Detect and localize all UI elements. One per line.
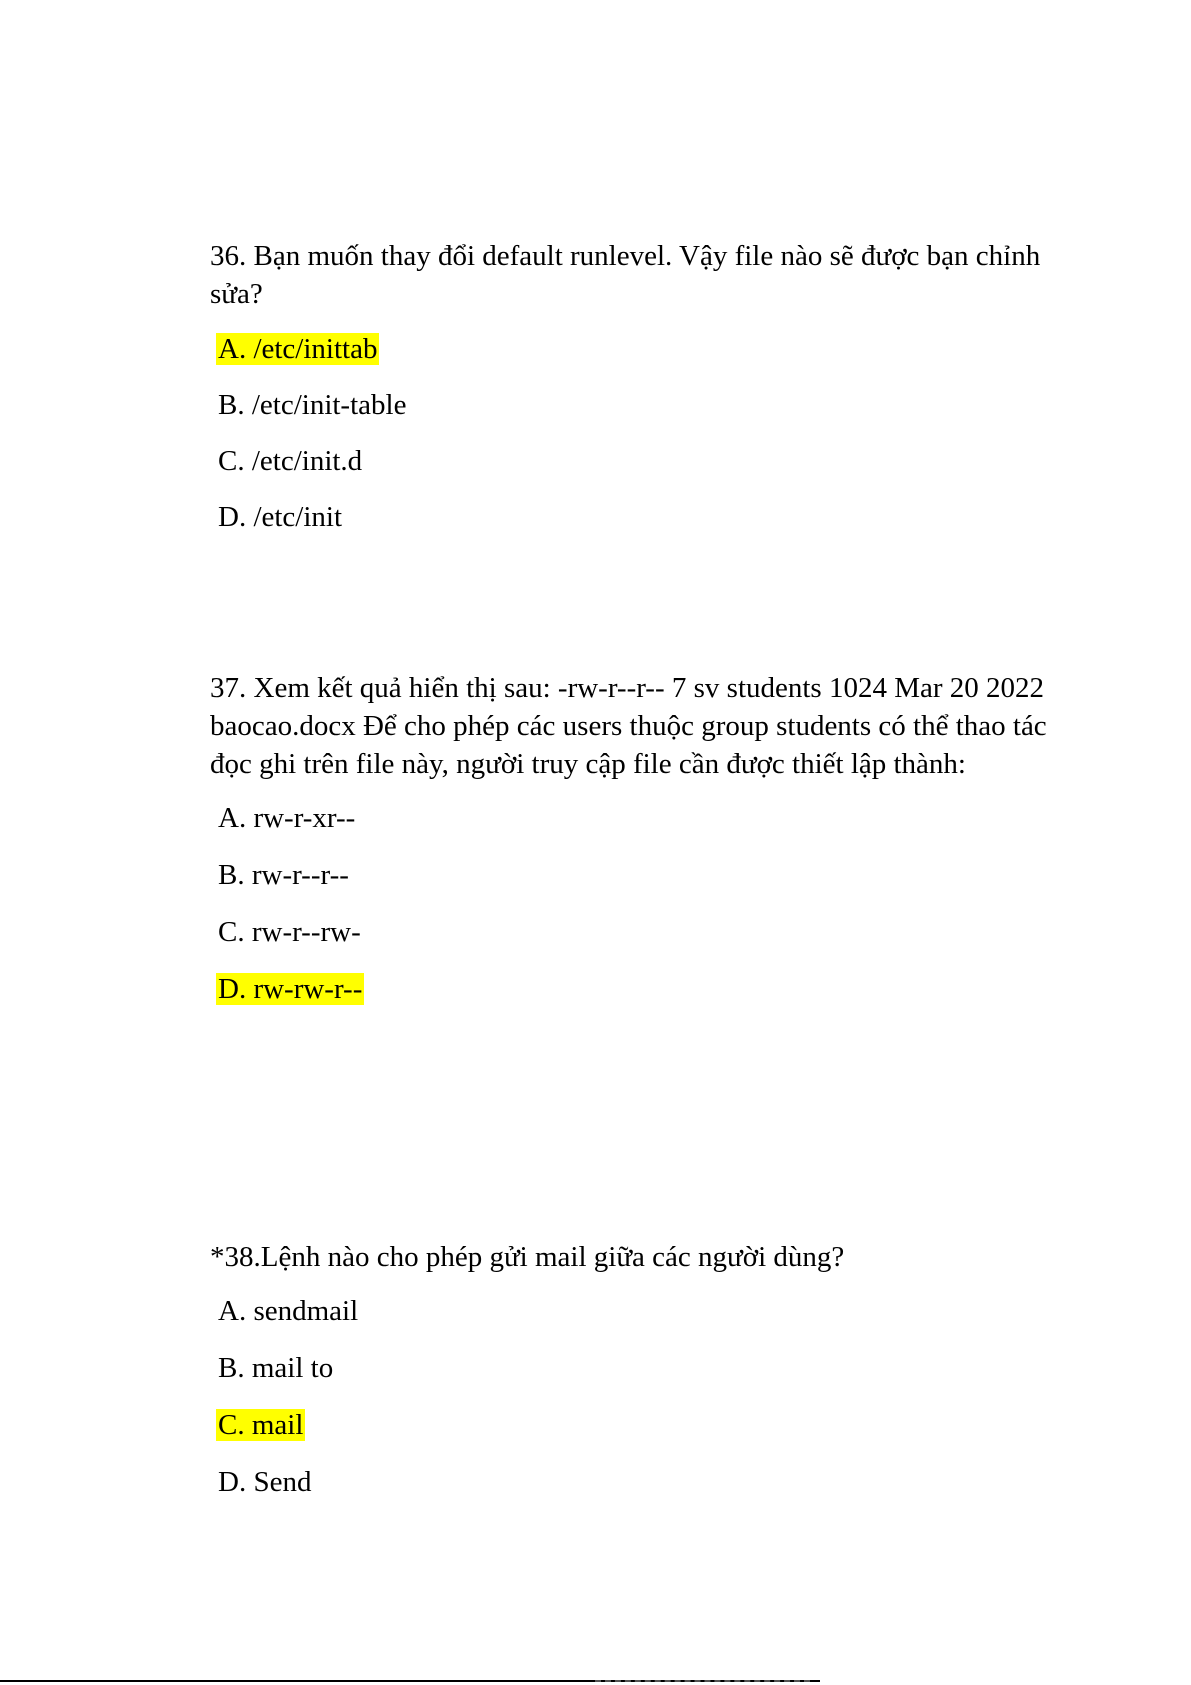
question-text: *38.Lệnh nào cho phép gửi mail giữa các người dùng?	[210, 1241, 845, 1273]
option-b	[216, 387, 1090, 423]
option-d	[216, 971, 1090, 1007]
option-label: B. rw-r--r--	[218, 859, 349, 891]
option-c	[216, 914, 1090, 950]
option-b	[216, 857, 1090, 893]
option-label: C. /etc/init.d	[218, 445, 363, 477]
option-label: A. sendmail	[218, 1295, 359, 1327]
question-37	[210, 669, 1090, 1028]
option-label-highlighted: D. rw-rw-r--	[218, 973, 363, 1005]
option-label-highlighted: C. mail	[218, 1409, 304, 1441]
option-label: B. /etc/init-table	[218, 389, 407, 421]
option-label-highlighted: A. /etc/inittab	[218, 333, 378, 365]
option-label: B. mail to	[218, 1352, 334, 1384]
page-bottom-dashed-rule	[595, 1680, 810, 1682]
question-38	[210, 1238, 1090, 1521]
option-c	[216, 443, 1090, 479]
option-label: C. rw-r--rw-	[218, 916, 361, 948]
question-text: 37. Xem kết quả hiển thị sau: -rw-r--r-- 7 sv students 1024 Mar 20 2022 baocao.docx Để cho phép các users thuộc group students có thể thao tác đọc ghi trên file này, người truy cập file cần được thiết lập thành:	[210, 672, 1047, 780]
option-a	[216, 331, 1090, 367]
option-d	[216, 1464, 1090, 1500]
option-label: A. rw-r-xr--	[218, 802, 356, 834]
question-text: 36. Bạn muốn thay đổi default runlevel. Vậy file nào sẽ được bạn chỉnh sửa?	[210, 240, 1041, 310]
question-36	[210, 237, 1090, 555]
option-b	[216, 1350, 1090, 1386]
option-d	[216, 499, 1090, 535]
option-label: D. Send	[218, 1466, 312, 1498]
option-a	[216, 1293, 1090, 1329]
option-a	[216, 800, 1090, 836]
option-c	[216, 1407, 1090, 1443]
option-label: D. /etc/init	[218, 501, 343, 533]
